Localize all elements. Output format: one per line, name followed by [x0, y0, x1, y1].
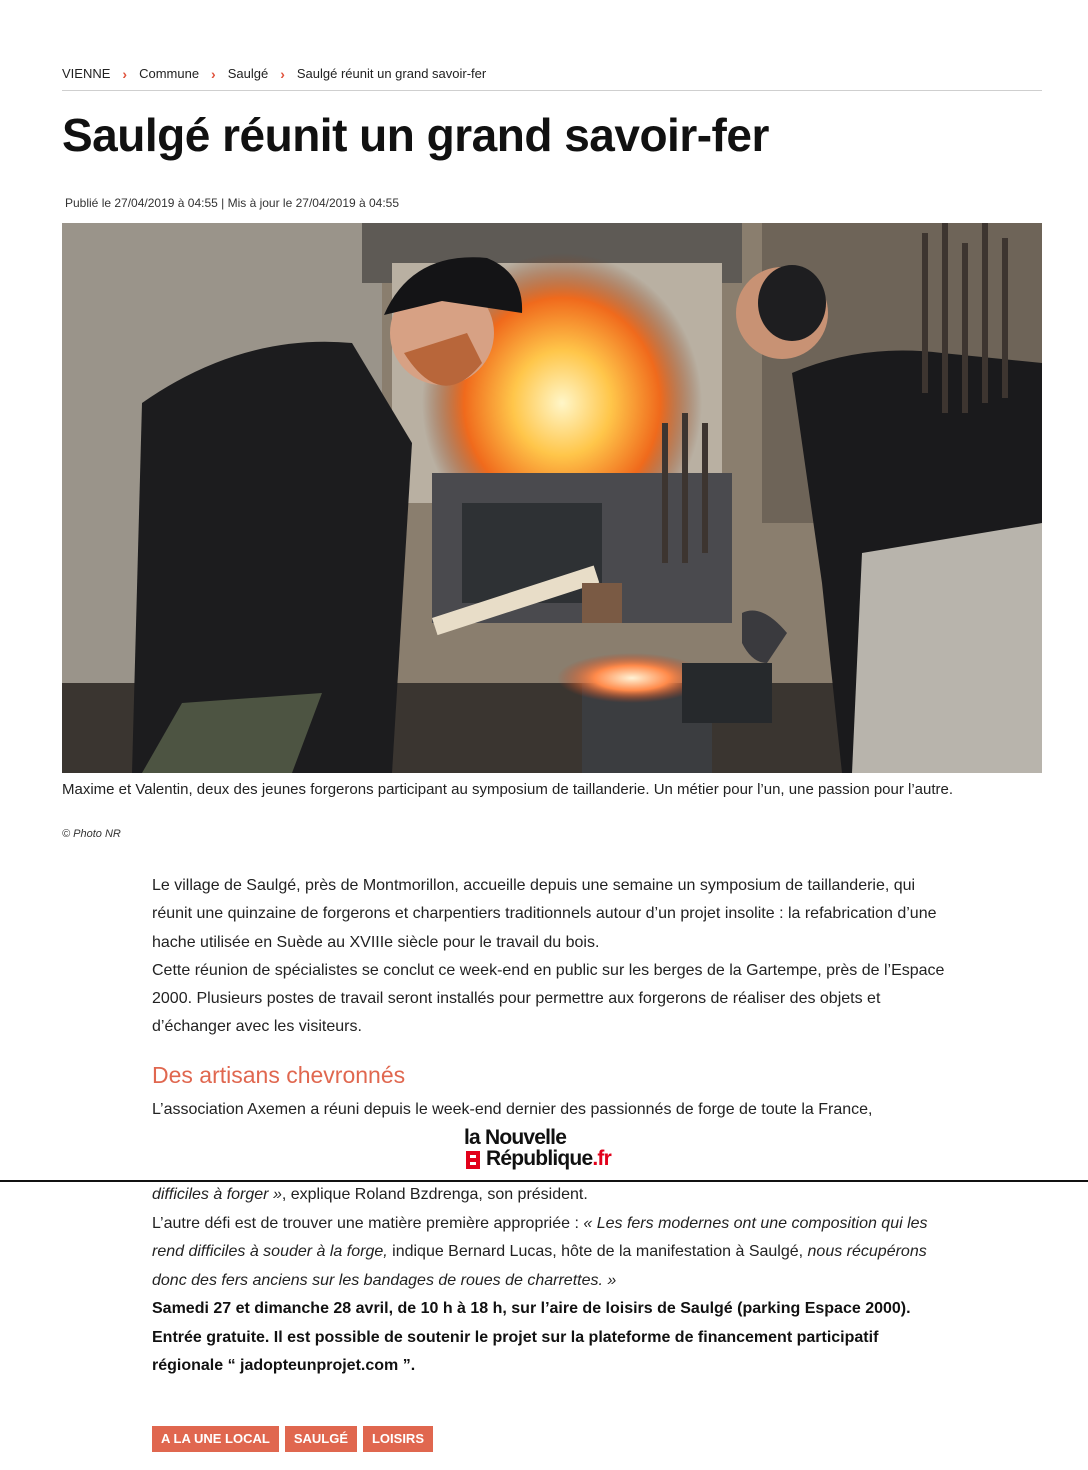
site-logo[interactable]	[462, 1126, 642, 1176]
tag-a-la-une-local[interactable]: A LA UNE LOCAL	[152, 1426, 279, 1452]
site-header-bar	[0, 1124, 1088, 1182]
article-paragraph: L’association Axemen a réuni depuis le week-end dernier des passionnés de forge de toute la France,	[152, 1101, 873, 1118]
breadcrumb-current: Saulgé réunit un grand savoir-fer	[296, 66, 487, 81]
forge-scene-image	[62, 223, 1042, 773]
breadcrumb-saulge[interactable]: Saulgé	[227, 66, 269, 81]
section-heading: Des artisans chevronnés	[152, 1062, 406, 1088]
publication-dates: Publié le 27/04/2019 à 04:55 | Mis à jour le 27/04/2019 à 04:55	[65, 196, 400, 210]
logo-mark-icon	[466, 1151, 480, 1169]
chevron-right-icon: ›	[122, 66, 128, 82]
article-body	[152, 872, 952, 1042]
breadcrumb-vienne[interactable]: VIENNE	[62, 66, 111, 81]
event-info: Samedi 27 et dimanche 28 avril, de 10 h à 18 h, sur l’aire de loisirs de Saulgé (parking Espace 2000). Entrée gratuite. Il est possible de soutenir le projet sur la plateforme de financement participatif régionale “ jadopteunprojet.com ”.	[152, 1300, 911, 1374]
tag-saulge[interactable]: SAULGÉ	[285, 1426, 357, 1452]
article-tags	[152, 1426, 433, 1452]
article-paragraph: difficiles à forger », explique Roland Bzdrenga, son président.	[152, 1186, 588, 1203]
photo-credit: © Photo NR	[62, 828, 121, 840]
logo-line-1: la Nouvelle	[464, 1126, 567, 1149]
breadcrumb-commune[interactable]: Commune	[139, 66, 200, 81]
chevron-right-icon: ›	[211, 66, 216, 82]
tag-loisirs[interactable]: LOISIRS	[363, 1426, 433, 1452]
logo-line-2: République.fr	[486, 1147, 611, 1170]
article-body-continued	[152, 1181, 952, 1381]
page-title: Saulgé réunit un grand savoir-fer	[62, 109, 769, 161]
article-paragraph: L’autre défi est de trouver une matière première appropriée : « Les fers modernes ont une composition qui les rend difficiles à souder à la forge, indique Bernard Lucas, hôte de la manifestation à Saulgé, nous récupérons donc des fers anciens sur les bandages de roues de charrettes. »	[152, 1214, 928, 1289]
article-paragraph: Le village de Saulgé, près de Montmorillon, accueille depuis une semaine un symposium de taillanderie, qui réunit une quinzaine de forgerons et charpentiers traditionnels autour d’un projet insolite : la refabrication d’une hache utilisée en Suède au XVIIIe siècle pour le travail du bois.	[152, 877, 937, 951]
breadcrumb	[62, 66, 1042, 91]
article-paragraph: Cette réunion de spécialistes se conclut ce week-end en public sur les berges de la Gartempe, près de l’Espace 2000. Plusieurs postes de travail seront installés pour permettre aux forgerons de réaliser des objets et d’échanger avec les visiteurs.	[152, 961, 945, 1036]
article-photo[interactable]	[62, 223, 1042, 773]
photo-caption: Maxime et Valentin, deux des jeunes forgerons participant au symposium de taillanderie. Un métier pour l’un, une passion pour l’autre.	[62, 781, 954, 798]
chevron-right-icon: ›	[280, 66, 285, 82]
